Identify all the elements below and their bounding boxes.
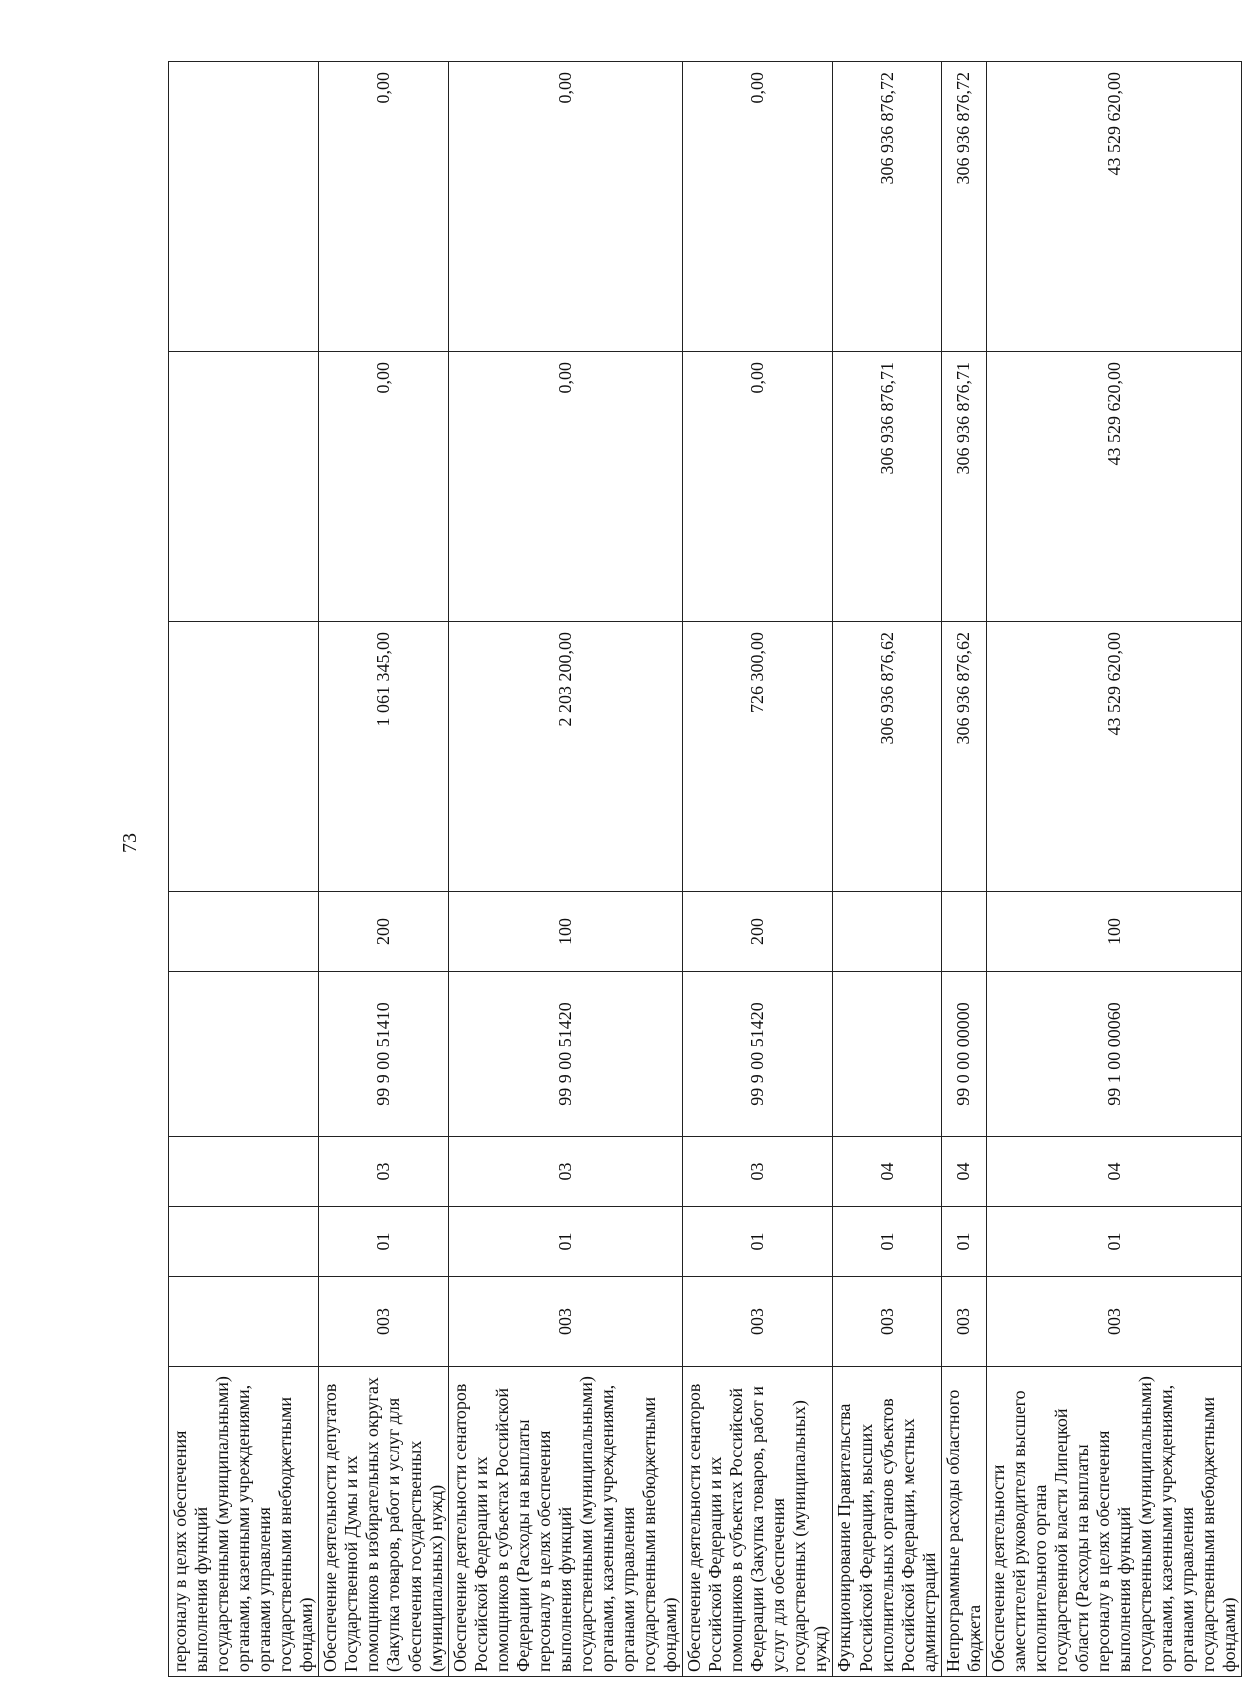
amount-year3: 0,00 (683, 62, 833, 352)
amount-year2: 306 936 876,71 (833, 352, 941, 622)
row-name: персоналу в целях обеспечения выполнения функций государственными (муниципальными) органами, казенными учреждениями, органами управления государственными внебюджетными фондами) (169, 1367, 319, 1677)
expense-type-code: 200 (319, 892, 448, 972)
section-code: 01 (319, 1207, 448, 1277)
amount-year3 (169, 62, 319, 352)
row-name: Обеспечение деятельности сенаторов Российской Федерации и их помощников в субъектах Российской Федерации (Закупка товаров, работ и услуг для обеспечения государственных (муниципальных) нужд) (683, 1367, 833, 1677)
target-article-code (169, 972, 319, 1137)
admin-code: 003 (448, 1277, 683, 1367)
row-name: Обеспечение деятельности сенаторов Российской Федерации и их помощников в субъектах Российской Федерации (Расходы на выплаты персоналу в целях обеспечения выполнения функций государственными (муниципальными) органами, казенными учреждениями, органами управления государственными внебюджетными фондами) (448, 1367, 683, 1677)
section-code: 01 (683, 1207, 833, 1277)
amount-year3: 0,00 (319, 62, 448, 352)
amount-year1 (169, 622, 319, 892)
amount-year3: 0,00 (448, 62, 683, 352)
amount-year2: 0,00 (448, 352, 683, 622)
table-row (833, 62, 941, 1677)
amount-year2: 306 936 876,71 (941, 352, 986, 622)
section-code: 01 (833, 1207, 941, 1277)
amount-year1: 43 529 620,00 (986, 622, 1242, 892)
expense-type-code: 100 (448, 892, 683, 972)
subsection-code: 03 (683, 1137, 833, 1207)
admin-code: 003 (833, 1277, 941, 1367)
target-article-code: 99 9 00 51410 (319, 972, 448, 1137)
expense-type-code (169, 892, 319, 972)
page-number: 73 (119, 833, 141, 853)
budget-table-container (168, 62, 1240, 1677)
section-code: 01 (448, 1207, 683, 1277)
subsection-code (169, 1137, 319, 1207)
admin-code (169, 1277, 319, 1367)
subsection-code: 04 (986, 1137, 1242, 1207)
target-article-code (833, 972, 941, 1137)
row-name: Непрограммные расходы областного бюджета (941, 1367, 986, 1677)
subsection-code: 03 (448, 1137, 683, 1207)
admin-code: 003 (986, 1277, 1242, 1367)
table-row (941, 62, 986, 1677)
row-name: Функционирование Правительства Российской Федерации, высших исполнительных органов субъектов Российской Федерации, местных администраций (833, 1367, 941, 1677)
amount-year2: 0,00 (683, 352, 833, 622)
target-article-code: 99 1 00 00060 (986, 972, 1242, 1137)
amount-year2 (169, 352, 319, 622)
amount-year3: 306 936 876,72 (941, 62, 986, 352)
amount-year1: 726 300,00 (683, 622, 833, 892)
amount-year1: 1 061 345,00 (319, 622, 448, 892)
admin-code: 003 (319, 1277, 448, 1367)
row-name: Обеспечение деятельности заместителей руководителя высшего исполнительного органа государственной власти Липецкой области (Расходы на выплаты персоналу в целях обеспечения выполнения функций государственными (муниципальными) органами, казенными учреждениями, органами управления государственными внебюджетными фондами) (986, 1367, 1242, 1677)
admin-code: 003 (683, 1277, 833, 1367)
subsection-code: 04 (941, 1137, 986, 1207)
amount-year3: 43 529 620,00 (986, 62, 1242, 352)
amount-year1: 306 936 876,62 (833, 622, 941, 892)
expense-type-code (833, 892, 941, 972)
target-article-code: 99 0 00 00000 (941, 972, 986, 1137)
table-row (683, 62, 833, 1677)
table-row (319, 62, 448, 1677)
budget-table (168, 61, 1242, 1677)
amount-year1: 2 203 200,00 (448, 622, 683, 892)
table-row (986, 62, 1242, 1677)
amount-year2: 0,00 (319, 352, 448, 622)
amount-year3: 306 936 876,72 (833, 62, 941, 352)
amount-year1: 306 936 876,62 (941, 622, 986, 892)
subsection-code: 04 (833, 1137, 941, 1207)
table-row (448, 62, 683, 1677)
target-article-code: 99 9 00 51420 (683, 972, 833, 1137)
subsection-code: 03 (319, 1137, 448, 1207)
row-name: Обеспечение деятельности депутатов Государственной Думы и их помощников в избирательных округах (Закупка товаров, работ и услуг для обеспечения государственных (муниципальных) нужд) (319, 1367, 448, 1677)
expense-type-code: 200 (683, 892, 833, 972)
admin-code: 003 (941, 1277, 986, 1367)
section-code: 01 (986, 1207, 1242, 1277)
expense-type-code (941, 892, 986, 972)
table-row (169, 62, 319, 1677)
section-code (169, 1207, 319, 1277)
expense-type-code: 100 (986, 892, 1242, 972)
amount-year2: 43 529 620,00 (986, 352, 1242, 622)
section-code: 01 (941, 1207, 986, 1277)
target-article-code: 99 9 00 51420 (448, 972, 683, 1137)
